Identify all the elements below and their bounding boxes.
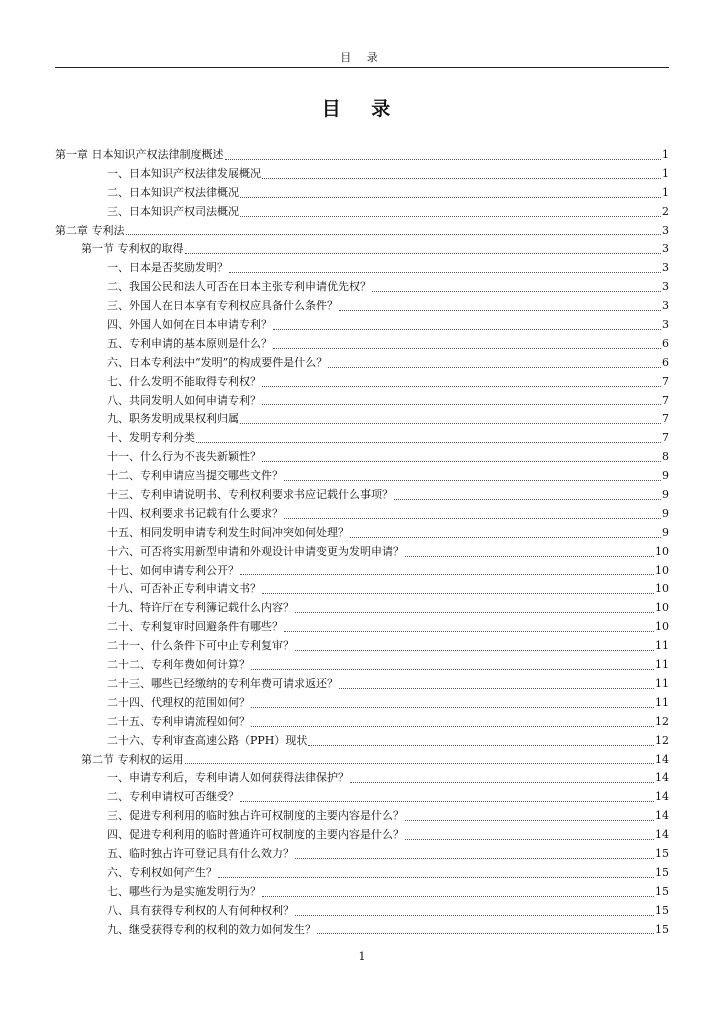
toc-entry[interactable]	[55, 864, 669, 883]
toc-entry-title: 六、日本专利法中“发明”的构成要件是什么？	[107, 355, 328, 369]
toc-dot-leader	[218, 876, 654, 878]
toc-entry-title: 二十一、什么条件下可中止专利复审？	[107, 639, 294, 653]
toc-dot-leader	[317, 932, 654, 934]
toc-entry[interactable]	[55, 637, 669, 656]
toc-entry-title: 八、具有获得专利权的人有何种权利？	[107, 903, 294, 917]
toc-entry-page: 9	[662, 506, 669, 520]
toc-entry-page: 11	[655, 676, 669, 690]
toc-entry[interactable]	[55, 146, 669, 165]
toc-entry[interactable]	[55, 599, 669, 618]
toc-dot-leader	[405, 555, 654, 557]
toc-entry-page: 15	[655, 884, 669, 898]
header-rule	[55, 67, 669, 68]
toc-entry-page: 3	[662, 318, 669, 332]
toc-entry-page: 10	[655, 582, 669, 596]
toc-entry-title: 三、日本知识产权司法概况	[107, 204, 239, 218]
toc-entry[interactable]	[55, 448, 669, 467]
toc-dot-leader	[251, 668, 654, 670]
toc-entry-title: 九、继受获得专利的权利的效力如何发生？	[107, 922, 316, 936]
toc-dot-leader	[251, 725, 654, 727]
toc-entry[interactable]	[55, 278, 669, 297]
toc-entry-title: 十五、相同发明申请专利发生时间冲突如何处理？	[107, 525, 349, 539]
toc-entry-page: 9	[662, 469, 669, 483]
toc-entry[interactable]	[55, 373, 669, 392]
toc-entry[interactable]	[55, 505, 669, 524]
toc-entry-title: 三、促进专利利用的临时独占许可权制度的主要内容是什么？	[107, 809, 404, 823]
toc-dot-leader	[240, 800, 654, 802]
toc-dot-leader	[295, 611, 654, 613]
toc-dot-leader	[185, 252, 662, 254]
toc-entry-title: 十三、专利申请说明书、专利权利要求书应记载什么事项？	[107, 488, 393, 502]
toc-dot-leader	[394, 498, 661, 500]
toc-entry-title: 五、临时独占许可登记具有什么效力？	[107, 846, 294, 860]
toc-entry[interactable]	[55, 826, 669, 845]
toc-dot-leader	[284, 630, 654, 632]
toc-entry-title: 九、职务发明成果权利归属	[107, 412, 239, 426]
toc-dot-leader	[273, 347, 661, 349]
toc-entry-title: 十九、特许厅在专利簿记载什么内容？	[107, 601, 294, 615]
toc-entry[interactable]	[55, 921, 669, 940]
toc-entry-page: 1	[662, 185, 669, 199]
toc-entry-title: 十四、权利要求书记载有什么要求？	[107, 506, 283, 520]
toc-entry[interactable]	[55, 713, 669, 732]
toc-dot-leader	[308, 744, 654, 746]
toc-entry[interactable]	[55, 656, 669, 675]
toc-entry-page: 15	[655, 903, 669, 917]
toc-entry[interactable]	[55, 354, 669, 373]
toc-entry[interactable]	[55, 392, 669, 411]
toc-entry-title: 六、专利权如何产生？	[107, 865, 217, 879]
toc-entry-page: 3	[662, 223, 669, 237]
toc-dot-leader	[405, 819, 654, 821]
toc-entry-title: 三、外国人在日本享有专利权应具备什么条件？	[107, 299, 338, 313]
toc-entry[interactable]	[55, 316, 669, 335]
toc-entry-title: 二十四、代理权的范围如何？	[107, 695, 250, 709]
toc-entry-title: 十一、什么行为不丧失新颖性？	[107, 450, 261, 464]
toc-entry-page: 11	[655, 695, 669, 709]
toc-entry-title: 二十三、哪些已经缴纳的专利年费可请求返还？	[107, 676, 338, 690]
toc-entry[interactable]	[55, 486, 669, 505]
toc-entry[interactable]	[55, 297, 669, 316]
toc-entry-page: 3	[662, 299, 669, 313]
toc-entry[interactable]	[55, 524, 669, 543]
toc-entry-page: 9	[662, 488, 669, 502]
toc-entry-page: 7	[662, 393, 669, 407]
toc-entry-title: 二十、专利复审时回避条件有哪些？	[107, 620, 283, 634]
toc-entry-page: 7	[662, 431, 669, 445]
toc-entry-title: 第二章 专利法	[55, 223, 125, 237]
toc-entry-page: 10	[655, 620, 669, 634]
toc-entry-title: 第一章 日本知识产权法律制度概述	[55, 148, 224, 161]
toc-dot-leader	[251, 706, 654, 708]
toc-entry-title: 七、什么发明不能取得专利权？	[107, 374, 261, 388]
toc-entry-title: 二十六、专利审查高速公路（PPH）现状	[107, 733, 308, 747]
toc-dot-leader	[262, 460, 661, 462]
toc-dot-leader	[225, 158, 662, 160]
toc-dot-leader	[295, 649, 654, 651]
toc-dot-leader	[350, 536, 661, 538]
toc-entry-title: 二、专利申请权可否继受？	[107, 790, 239, 804]
toc-entry-title: 四、促进专利利用的临时普通许可权制度的主要内容是什么？	[107, 828, 404, 842]
toc-entry-page: 15	[655, 865, 669, 879]
toc-entry-title: 二十二、专利年费如何计算？	[107, 658, 250, 672]
toc-dot-leader	[350, 781, 654, 783]
toc-entry[interactable]	[55, 543, 669, 562]
toc-entry-page: 3	[662, 280, 669, 294]
toc-entry[interactable]	[55, 845, 669, 864]
toc-entry-page: 14	[655, 752, 669, 766]
toc-dot-leader	[229, 271, 661, 273]
toc-entry[interactable]	[55, 807, 669, 826]
toc-entry-page: 10	[655, 601, 669, 615]
toc-entry-page: 11	[655, 658, 669, 672]
toc-dot-leader	[196, 441, 661, 443]
toc-entry-title: 十八、可否补正专利申请文书？	[107, 582, 261, 596]
toc-entry-title: 一、申请专利后，专利申请人如何获得法律保护？	[107, 771, 349, 785]
toc-entry-title: 二、日本知识产权法律概况	[107, 185, 239, 199]
toc-entry-page: 3	[662, 242, 669, 256]
toc-dot-leader	[339, 687, 654, 689]
toc-dot-leader	[284, 517, 661, 519]
toc-entry-title: 二十五、专利申请流程如何？	[107, 714, 250, 728]
toc-entry-page: 7	[662, 412, 669, 426]
toc-dot-leader	[405, 838, 654, 840]
toc-entry-title: 五、专利申请的基本原则是什么？	[107, 336, 272, 350]
toc-entry-page: 15	[655, 846, 669, 860]
running-header: 目 录	[340, 51, 384, 64]
toc-dot-leader	[295, 914, 654, 916]
toc-entry-page: 14	[655, 828, 669, 842]
toc-entry[interactable]	[55, 883, 669, 902]
toc-entry[interactable]	[55, 675, 669, 694]
toc-entry-page: 14	[655, 771, 669, 785]
toc-dot-leader	[126, 233, 662, 235]
toc-dot-leader	[185, 762, 655, 764]
toc-dot-leader	[262, 385, 661, 387]
toc-entry[interactable]	[55, 732, 669, 751]
toc-entry-page: 10	[655, 544, 669, 558]
toc-entry-title: 十六、可否将实用新型申请和外观设计申请变更为发明申请？	[107, 544, 404, 558]
toc-entry[interactable]	[55, 902, 669, 921]
toc-dot-leader	[273, 328, 661, 330]
toc-entry-title: 十、发明专利分类	[107, 431, 195, 445]
toc-entry-page: 12	[655, 733, 669, 747]
toc-dot-leader	[240, 422, 661, 424]
toc-entry-page: 8	[662, 450, 669, 464]
toc-entry[interactable]	[55, 769, 669, 788]
toc-entry[interactable]	[55, 467, 669, 486]
toc-entry[interactable]	[55, 222, 669, 241]
toc-dot-leader	[284, 479, 661, 481]
toc-entry[interactable]	[55, 788, 669, 807]
toc-dot-leader	[339, 309, 661, 311]
toc-dot-leader	[240, 215, 661, 217]
toc-dot-leader	[240, 573, 654, 575]
toc-entry[interactable]	[55, 335, 669, 354]
toc-entry-page: 7	[662, 374, 669, 388]
toc-entry-title: 一、日本是否奖励发明？	[107, 261, 228, 275]
toc-dot-leader	[295, 857, 654, 859]
toc-dot-leader	[372, 290, 661, 292]
toc-entry-title: 四、外国人如何在日本申请专利？	[107, 318, 272, 332]
toc-entry-page: 14	[655, 790, 669, 804]
toc-entry[interactable]	[55, 580, 669, 599]
toc-entry[interactable]	[55, 618, 669, 637]
toc-entry[interactable]	[55, 203, 669, 222]
toc-entry-page: 2	[662, 204, 669, 218]
toc-entry[interactable]	[55, 259, 669, 278]
page-title: 目 录	[321, 98, 403, 120]
toc-entry[interactable]	[55, 694, 669, 713]
toc-entry[interactable]	[55, 751, 669, 770]
toc-dot-leader	[262, 403, 661, 405]
table-of-contents	[55, 146, 669, 939]
toc-dot-leader	[262, 592, 654, 594]
toc-entry-title: 二、我国公民和法人可否在日本主张专利申请优先权？	[107, 280, 371, 294]
toc-dot-leader	[262, 177, 661, 179]
toc-entry[interactable]	[55, 165, 669, 184]
toc-entry-title: 第一节 专利权的取得	[81, 242, 184, 256]
toc-entry[interactable]	[55, 410, 669, 429]
toc-entry-title: 十二、专利申请应当提交哪些文件？	[107, 469, 283, 483]
page-number: 1	[358, 950, 366, 963]
toc-entry-title: 十七、如何申请专利公开？	[107, 563, 239, 577]
toc-dot-leader	[328, 366, 661, 368]
toc-entry-page: 9	[662, 525, 669, 539]
toc-entry-page: 6	[662, 336, 669, 350]
toc-entry-title: 第二节 专利权的运用	[81, 752, 184, 766]
toc-entry-page: 10	[655, 563, 669, 577]
toc-entry-page: 12	[655, 714, 669, 728]
toc-entry[interactable]	[55, 184, 669, 203]
toc-entry-title: 七、哪些行为是实施发明行为？	[107, 884, 261, 898]
toc-entry-page: 1	[662, 166, 669, 180]
toc-entry[interactable]	[55, 429, 669, 448]
toc-entry-page: 15	[655, 922, 669, 936]
toc-dot-leader	[262, 895, 654, 897]
toc-entry-title: 一、日本知识产权法律发展概况	[107, 166, 261, 180]
toc-dot-leader	[240, 196, 661, 198]
toc-entry-page: 14	[655, 809, 669, 823]
toc-entry[interactable]	[55, 562, 669, 581]
toc-entry-page: 11	[655, 639, 669, 653]
toc-entry[interactable]	[55, 240, 669, 259]
toc-entry-title: 八、共同发明人如何申请专利？	[107, 393, 261, 407]
toc-entry-page: 6	[662, 355, 669, 369]
toc-entry-page: 3	[662, 261, 669, 275]
toc-entry-page: 1	[662, 148, 669, 161]
